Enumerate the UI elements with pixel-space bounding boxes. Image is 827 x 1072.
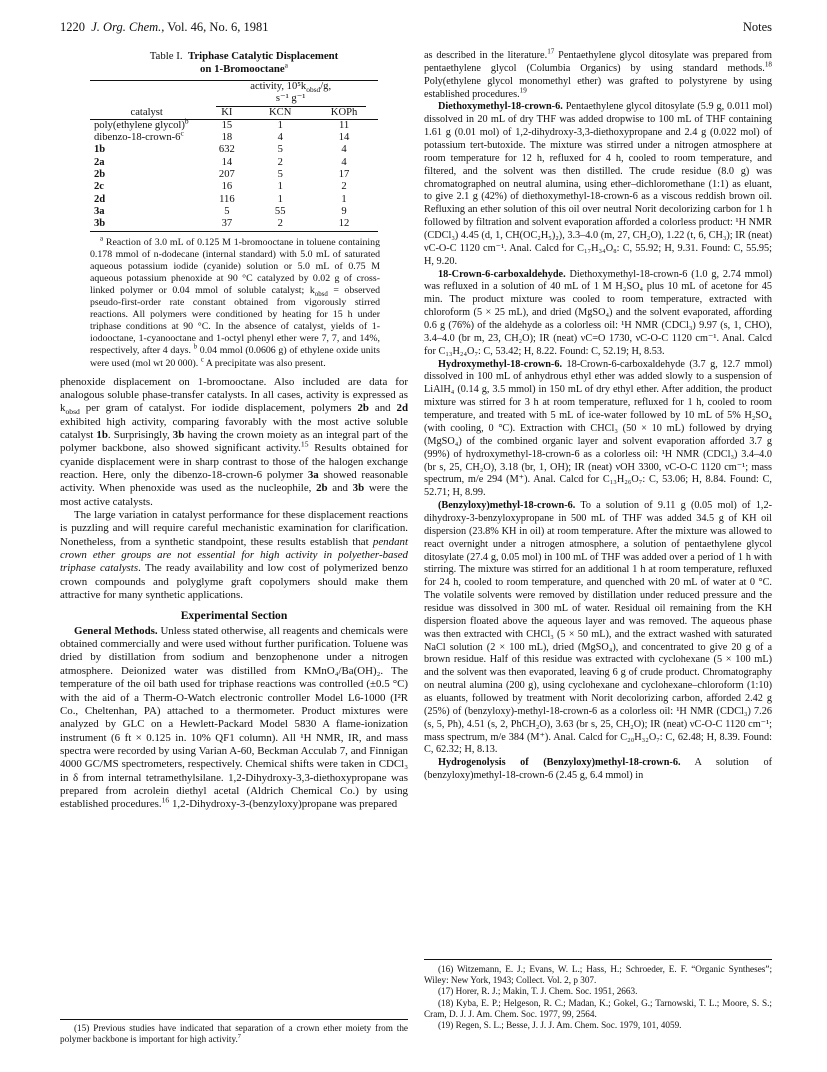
rp0-ref19: 19 — [519, 86, 527, 95]
footnote-16: (16) Witzemann, E. J.; Evans, W. L.; Hass, H.; Schroeder, E. F. “Organic Syntheses”; Wiley: New York, 1943; Collect. Vol. 2, p 307. — [424, 964, 772, 986]
header-activity-sub: obsd — [306, 85, 321, 95]
p1-g: Results obtained for cyanide displacement were in sharp contrast to those of the halogen exchange reaction. Here, only the dibenzo-18-crown-6 polymer — [60, 442, 408, 481]
procedure-carboxaldehyde — [424, 269, 772, 359]
table-title-footmark: a — [284, 60, 289, 70]
cell-kcn: 55 — [274, 205, 286, 217]
cell-kcn: 1 — [277, 193, 283, 205]
cell-koph: 2 — [341, 181, 347, 193]
catalyst-footmark: c — [180, 128, 184, 138]
header-activity — [203, 81, 378, 107]
section-heading: Experimental Section — [180, 609, 288, 623]
cell-kcn: 1 — [277, 181, 283, 193]
p1-f: having the crown moiety as an integral part of the polymer backbone, also showed significant activity. — [60, 428, 408, 455]
p1-c: and — [368, 402, 397, 415]
left-column — [60, 50, 408, 812]
col-ki: KI — [203, 107, 250, 120]
footnote-19: (19) Regen, S. L.; Besse, J. J. J. Am. Chem. Soc. 1979, 101, 4059. — [438, 1020, 682, 1031]
p2-a: The large variation in catalyst performance for these displacement reactions is puzzling and will require careful mechanistic examination for clarification. Nonetheless, from a synthetic standpoint, these results establish that — [60, 509, 408, 548]
catalyst-name: 3a — [94, 205, 105, 217]
table-header-row — [90, 81, 378, 107]
header-spacer — [90, 81, 203, 107]
catalyst-name: 3b — [94, 218, 106, 230]
left-footnote — [60, 1019, 408, 1046]
cell-koph: 4 — [341, 156, 347, 168]
procedure-hydroxymethyl — [424, 359, 772, 500]
cell-ki: 207 — [218, 169, 235, 181]
col-kcn: KCN — [250, 107, 310, 120]
p1-ref15: 15 — [300, 439, 309, 449]
rp0-ref17: 17 — [547, 47, 555, 56]
cell-ki: 14 — [221, 156, 233, 168]
rp0-b: Pentaethylene glycol ditosylate was prepared from pentaethylene glycol (Columbia Organics) by using standard methods. — [424, 50, 772, 74]
col-catalyst: catalyst — [90, 107, 203, 120]
cell-ki: 15 — [221, 119, 233, 131]
cell-koph: 1 — [341, 193, 347, 205]
catalyst-name: 2c — [94, 181, 104, 193]
cell-koph: 14 — [338, 132, 350, 144]
rp1-title: Diethoxymethyl-18-crown-6. — [438, 101, 563, 113]
rp2-text: Diethoxymethyl-18-crown-6 (1.0 g, 2.74 mmol) was refluxed in a solution of 40 mL of 1 M H₂SO₄ plus 10 mL of acetone for 45 min. The product mixture was cooled to room temperature, extracted with chloroform (5 × 25 mL), and dried (MgSO₄) and the solvent evaporated, affording 0.6 g (76%) of the aldehyde as a colorless oil: ¹H NMR (CDCl₃) 9.97 (s, 1, CHO), 3.4–4.0 (br m, 23, CH₂O); IR (neat) νC=O 1730, νC-O-C 1120 cm⁻¹. Anal. Calcd for C₁₃H₂₄O₇: C, 53.42; H, 8.22. Found: C, 52.19; H, 8.53. — [424, 268, 772, 357]
cell-koph: 11 — [338, 119, 350, 131]
footnote-c-text: A precipitate was also present. — [203, 357, 326, 369]
rp4-text: To a solution of 9.11 g (0.05 mol) of 1,2-dihydroxy-3-benzyloxypropane in 500 mL of THF was added 34.5 g of KH oil dispersion (23.8% KH in oil) at room temperature. After the mixture was allowed to react overnight under a nitrogen atmosphere, a solution of pentaethylene glycol ditosylate (27.4 g, 0.05 mol) in 100 mL of THF was added over a period of 1 h with stirring. The mixture was stirred for an additional 1 h at room temperature, refluxed for 24 h, cooled to room temperature, and quenched with 20 mL of water at 0 °C. The volatile solvents were removed by distillation under reduced pressure and the residue was dissolved in 300 mL of water. Residual oil remaining from the KH dispersion floated above the aqueous layer and was removed. The aqueous phase was then extracted with CHCl₃ (5 × 50 mL), and the extract washed with saturated NaCl solution (2 × 100 mL), dried (MgSO₄), and concentrated to give 20 g of a brown residue. Half of this residue was extracted with cyclohexane (5 × 100 mL) and the solvent was then evaporated, leaving 6 g of crude product. Chromatography on neutral alumina (200 g), using cyclohexane and cyclohexane–chloroform (1:10) as eluants, followed by treatment with Norit decolorizing carbon, afforded 2.42 g (25%) of (benzyloxy)-methyl-18-crown-6 as a colorless oil: ¹H NMR (CDCl₃) 7.26 (s, 5, Ph), 4.51 (s, 2, PhCH₂O), 3.63 (br s, 25, CH₂O); IR (neat) νC-O-C 1120 cm⁻¹; mass spectrum, m/e 384 (M⁺). Anal. Calcd for C₂₀H₃₂O₇: C, 62.48; H, 8.39. Found: C, 62.32; H, 8.13. — [424, 500, 772, 756]
rp5-title: Hydrogenolysis of (Benzyloxy)methyl-18-crown-6. — [438, 757, 681, 769]
catalyst-name: 2d — [94, 193, 106, 205]
rp3-text: 18-Crown-6-carboxaldehyde (3.7 g, 12.7 mmol) dissolved in 100 mL of anhydrous ethyl ether was added slowly to a suspension of LiAlH₄ (0.14 g, 3.5 mmol) in 150 mL of dry ethyl ether. After addition, the product mixture was stirred for 3 h at room temperature, refluxed for 1 h, cooled to room temperature, and treated with 5 mL of ice-water followed by 10 mL of 5% H₂SO₄ (with cooling, 0 °C). Extraction with CHCl₃ (50 × 10 mL) followed by drying (MgSO₄) of the combined organic layer and solvent evaporation afforded 3.7 g (99%) of hydroxymethyl-18-crown-6 as a colorless oil: ¹H NMR (CDCl₃) 3.4–4.0 (br s, 25, CH₂O), 3.18 (br, 1, OH); IR (neat) νOH 3300, νC-O-C 1120 cm⁻¹; mass spectrum, m/e 294 (M⁺). Anal. Calcd for C₁₃H₂₆O₇: C, 53.06; H, 8.84. Found: C, 52.71; H, 8.99. — [424, 358, 772, 499]
p2-b: . The ready availability and low cost of polymerized benzo crown compounds and polyglyme graft copolymers should make them attractive for many synthetic applications. — [60, 562, 408, 602]
catalyst-footmark: b — [184, 116, 189, 126]
right-column — [424, 47, 773, 783]
p1-i1: 3b — [352, 482, 365, 495]
rp4-title: (Benzyloxy)methyl-18-crown-6. — [438, 500, 576, 512]
cell-ki: 18 — [221, 132, 233, 144]
header-left — [60, 20, 268, 35]
body-paragraph-2 — [60, 509, 408, 602]
p2-italic: pendant crown ether groups are not essential for high activity in polyether-based triphase catalysts — [60, 535, 408, 575]
cell-ki: 37 — [203, 218, 250, 231]
footnote-15 — [60, 1023, 408, 1046]
activity-table — [90, 80, 378, 232]
table-row — [90, 132, 378, 144]
cell-ki: 5 — [224, 205, 230, 217]
footnote-a-sub: obsd — [314, 290, 328, 298]
footnote-a-part2: = observed pseudo-first-order rate constant obtained from vigorously stirred reactions. All polymers were conditioned by heating for 15 h under triphase conditions at 90 °C. In the absence of catalyst, yields of 1-iodooctane, 1-cyanooctane and 1-octyl phenyl ether were 7, 7, and 14%, respectively, after 4 days. — [90, 284, 380, 357]
footnote-b-mark: b — [193, 344, 198, 352]
journal-name: J. Org. Chem., — [91, 20, 165, 34]
footnote-18: (18) Kyba, E. P.; Helgeson, R. C.; Madan, K.; Gokel, G.; Tarnowski, T. L.; Moore, S. S.; Cram, D. J. J. Am. Chem. Soc. 1977, 99, 2564. — [424, 997, 772, 1019]
p1-a: phenoxide displacement on 1-bromooctane. Also included are data for analogous soluble phase-transfer catalysts. In all cases, activity is expressed as k — [60, 375, 408, 415]
gm-text-b: 1,2-Dihydroxy-3-(benzyloxy)propane was prepared — [169, 798, 398, 811]
catalyst-name: 2b — [94, 169, 106, 181]
cell-catalyst — [90, 128, 203, 144]
cell-catalyst — [90, 181, 203, 193]
footnote-a-part1: Reaction of 3.0 mL of 0.125 M 1-bromooctane in toluene containing 0.178 mmol of n-dodecane (internal standard) with 5.0 mL of saturated aqueous potassium iodide (cyanide) solution or 5.0 mL of 0.75 M aqueous potassium phenoxide at 90 °C catalyzed by 0.02 g of cross-linked polymer or 0.04 mmol of soluble catalyst; k — [90, 236, 380, 296]
p1-h1: 2b — [316, 482, 328, 495]
right-paragraph-0 — [424, 47, 772, 101]
footnote-15-ref: 7 — [237, 1033, 241, 1041]
catalyst-name: 2a — [94, 156, 105, 168]
footnote-b-text: 0.04 mmol (0.0606 g) of ethylene oxide units were used (mol wt 20 000). — [90, 345, 380, 369]
table-row — [90, 206, 378, 218]
p1-g1: 3a — [307, 469, 319, 481]
cell-catalyst — [90, 169, 203, 181]
p1-h: showed reasonable activity. When phenoxide was used as the nucleophile, — [60, 469, 408, 495]
table-row — [90, 157, 378, 169]
table-row — [90, 169, 378, 181]
p1-d1: 1b — [96, 428, 108, 441]
table-footnote — [90, 237, 380, 370]
footnote-15-text: (15) Previous studies have indicated that separation of a crown ether moiety from the polymer backbone is important for high activity. — [60, 1023, 408, 1045]
cell-kcn: 2 — [250, 218, 310, 231]
footnote-17: (17) Horer, R. J.; Makin, T. J. Chem. Soc. 1951, 2663. — [438, 986, 638, 997]
header-units-text: s⁻¹ g⁻¹ — [275, 93, 306, 105]
table-title-line2: on 1-Bromooctane — [199, 63, 285, 75]
table-footnotes — [90, 237, 380, 370]
p1-c1: 2b — [357, 402, 369, 415]
footnote-a-mark: a — [100, 235, 104, 243]
rp0-ref18: 18 — [764, 60, 772, 69]
catalyst-name: 1b — [94, 144, 106, 156]
rp2-title: 18-Crown-6-carboxaldehyde. — [438, 268, 566, 280]
col-koph: KOPh — [310, 107, 378, 120]
table-label: Table I. — [149, 50, 183, 62]
table-title-line1: Triphase Catalytic Displacement — [187, 50, 339, 62]
cell-catalyst — [90, 218, 203, 231]
rp3-title: Hydroxymethyl-18-crown-6. — [438, 358, 563, 370]
page-number: 1220 — [60, 20, 85, 34]
gm-ref16: 16 — [161, 795, 170, 805]
right-footnotes — [424, 959, 772, 1031]
table-body — [90, 116, 378, 231]
cell-koph: 9 — [341, 205, 347, 217]
p1-j: were the most active catalysts. — [60, 482, 408, 508]
p1-d: exhibited high activity, comparing favorably with the most active soluble catalyst — [60, 415, 408, 441]
cell-kcn: 5 — [277, 169, 283, 181]
header-activity-text: activity, 10⁵k — [250, 81, 307, 92]
cell-ki: 632 — [218, 144, 235, 156]
p1-i: and — [327, 482, 353, 495]
rp1-text: Pentaethylene glycol ditosylate (5.9 g, 0.011 mol) dissolved in 20 mL of dry THF was added dropwise to 100 mL of THF containing 1.61 g (0.01 mol) of 1,2-dihydroxy-3,3-diethoxypropane and 2.4 g (0.022 mol) of potassium tert-butoxide. The mixture was stirred under a nitrogen atmosphere at room temperature for 12 h, refluxed for 4 h, cooled to room temperature, and filtered, and the solvent was then distilled. The crude residue (8.0 g) was chromatographed on neutral alumina, using ether–dichloromethane (1:1) as eluant, to give 2.1 g (42%) of diethoxymethyl-18-crown-6 as a viscous reddish brown oil. Refluxing an ether solution of this oil over neutral Norit decolorizing carbon for 1 h followed by filtration and solvent evaporation afforded a colorless product: ¹H NMR (CDCl₃) 4.45 (d, 1, CH(OC₂H₅)₂), 3.3–4.0 (m, 27, CH₂O), 1.22 (t, 6, CH₃); IR (neat) νC-O-C 1120 cm⁻¹. Anal. Calcd for C₁₇H₃₄O₈: C, 55.92; H, 9.31. Found: C, 55.95; H, 9.20. — [424, 101, 772, 267]
catalyst-name: poly(ethylene glycol) — [94, 119, 185, 131]
running-header — [60, 20, 772, 38]
gm-text-a: Unless stated otherwise, all reagents and chemicals were obtained commercially and were used without further purification. Toluene was dried by distillation from sodium and benzophenone under a nitrogen atmosphere. Deionized water was distilled from KMnO₄/Ba(OH)₂. The temperature of the oil bath used for triphase reactions was controlled (±0.5 °C) with the aid of a Therm-O-Watch electronic controller Model L6-1000 (I²R Co., Cheltenhan, PA) attached to a thermometer. Product mixtures were analyzed by GLC on a Hewlett-Packard Model 5830 A flame-ionization instrument (6 ft × 0.125 in. 10% QF1 column). All ¹H NMR, IR, and mass spectra were recorded by using Varian A-60, Beckman Acculab 7, and Finnigan 4000 GC/MS spectrometers, respectively. Chemical shifts were taken in CDCl₃ in δ from internal tetramethylsilane. 1,2-Dihydroxy-3,3-diethoxypropane was prepared from acrolein diethyl acetal (Aldrich Chemical Co.) by using established procedures. — [60, 624, 408, 811]
procedure-diethoxymethyl — [424, 101, 772, 268]
p1-e1: 3b — [172, 428, 185, 441]
table-row — [90, 119, 378, 132]
footnote-c-mark: c — [200, 356, 204, 364]
rp0-c: Poly(ethylene glycol monomethyl ether) was grafted to polystyrene by using established procedures. — [424, 75, 772, 100]
p1-b: per gram of catalyst. For iodide displacement, polymers — [79, 402, 358, 415]
gm-title: General Methods. — [74, 624, 158, 637]
procedure-hydrogenolysis — [424, 757, 772, 783]
cell-catalyst — [90, 194, 203, 206]
table-caption — [60, 50, 408, 76]
cell-koph: 12 — [310, 218, 378, 231]
p1-sub: obsd — [65, 407, 80, 417]
cell-ki: 116 — [219, 193, 235, 205]
cell-kcn: 1 — [277, 119, 283, 131]
cell-kcn: 4 — [277, 132, 283, 144]
cell-ki: 16 — [221, 181, 233, 193]
header-activity-tail: /g, — [320, 81, 332, 92]
body-paragraph-1 — [60, 376, 408, 509]
cell-kcn: 5 — [277, 144, 283, 156]
cell-catalyst — [90, 157, 203, 169]
table-row — [90, 194, 378, 206]
catalyst-name: dibenzo-18-crown-6 — [94, 132, 181, 144]
header-units — [216, 93, 366, 106]
general-methods-paragraph — [60, 625, 408, 812]
section-label: Notes — [742, 20, 772, 34]
p1-e: . Surprisingly, — [107, 428, 173, 441]
cell-koph: 17 — [338, 169, 350, 181]
procedure-benzyloxymethyl — [424, 500, 772, 757]
rp5-text: A solution of (benzyloxy)methyl-18-crown-6 (2.45 g, 6.4 mmol) in — [424, 757, 773, 782]
p1-c2: 2d — [396, 402, 409, 415]
cell-kcn: 2 — [277, 156, 283, 168]
cell-catalyst — [90, 206, 203, 218]
rp0-a: as described in the literature. — [424, 50, 548, 61]
table-row — [90, 218, 378, 231]
table-row — [90, 144, 378, 156]
cell-catalyst — [90, 144, 203, 156]
volume-info: Vol. 46, No. 6, 1981 — [167, 20, 269, 34]
cell-catalyst — [90, 116, 203, 132]
cell-koph: 4 — [341, 144, 347, 156]
table-row — [90, 181, 378, 193]
table-colhead-row — [90, 107, 378, 120]
